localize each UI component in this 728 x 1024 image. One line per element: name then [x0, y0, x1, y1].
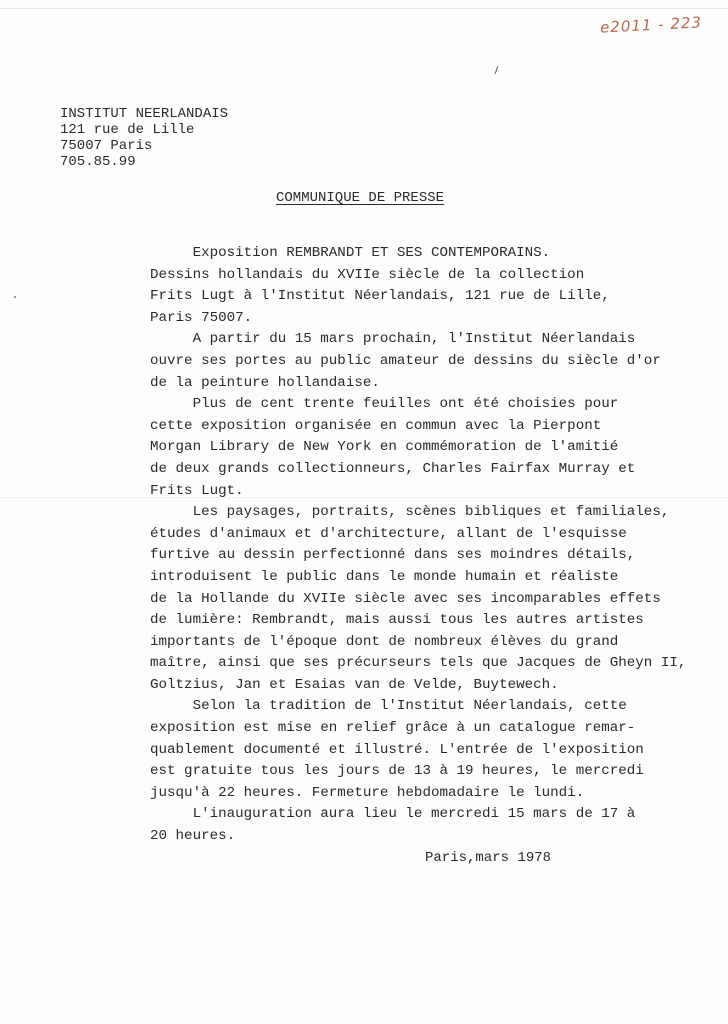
stray-pen-mark — [495, 66, 499, 74]
sender-address-block — [60, 106, 228, 170]
body-line: jusqu'à 22 heures. Fermeture hebdomadaire le lundi. — [150, 784, 585, 801]
body-line: maître, ainsi que ses précurseurs tels que Jacques de Gheyn II, — [150, 655, 687, 672]
paper-speck — [14, 296, 16, 298]
body-line: Goltzius, Jan et Esaias van de Velde, Buytewech. — [150, 676, 559, 693]
body-line: de la Hollande du XVIIe siècle avec ses incomparables effets — [150, 590, 661, 607]
archive-reference-annotation: e2011 - 223 — [599, 13, 703, 37]
body-line: A partir du 15 mars prochain, l'Institut Néerlandais — [150, 331, 636, 348]
paper-edge — [0, 8, 728, 9]
body-line: furtive au dessin perfectionné dans ses moindres détails, — [150, 547, 636, 564]
body-line: introduisent le public dans le monde humain et réaliste — [150, 568, 619, 585]
body-line: Selon la tradition de l'Institut Néerlandais, cette — [150, 698, 627, 715]
body-line: Plus de cent trente feuilles ont été choisies pour — [150, 396, 619, 413]
body-line: Paris 75007. — [150, 309, 253, 326]
body-line: Exposition REMBRANDT ET SES CONTEMPORAINS. — [150, 245, 551, 261]
body-line: études d'animaux et d'architecture, allant de l'esquisse — [150, 525, 627, 542]
body-line: Frits Lugt à l'Institut Néerlandais, 121 rue de Lille, — [150, 288, 610, 305]
body-line: quablement documenté et illustré. L'entrée de l'exposition — [150, 741, 644, 758]
sender-phone: 705.85.99 — [60, 154, 136, 170]
sender-street: 121 rue de Lille — [60, 122, 195, 138]
sender-city: 75007 Paris — [60, 138, 153, 154]
body-line: Frits Lugt. — [150, 482, 244, 499]
body-line: exposition est mise en relief grâce à un catalogue remar- — [150, 720, 636, 737]
body-line: cette exposition organisée en commun avec la Pierpont — [150, 417, 602, 434]
body-line: 20 heures. — [150, 828, 236, 845]
body-line: Les paysages, portraits, scènes bibliques et familiales, — [150, 504, 670, 521]
body-line: de lumière: Rembrandt, mais aussi tous les autres artistes — [150, 612, 644, 629]
place-date-signoff: Paris,mars 1978 — [425, 850, 552, 866]
press-release-body — [150, 243, 686, 848]
body-line: Morgan Library de New York en commémoration de l'amitié — [150, 439, 619, 456]
body-line: ouvre ses portes au public amateur de dessins du siècle d'or — [150, 352, 661, 369]
document-title: COMMUNIQUE DE PRESSE — [276, 190, 445, 206]
body-line: est gratuite tous les jours de 13 à 19 heures, le mercredi — [150, 763, 644, 780]
body-line: importants de l'époque dont de nombreux élèves du grand — [150, 633, 619, 650]
body-line: Dessins hollandais du XVIIe siècle de la collection — [150, 266, 585, 283]
sender-name: INSTITUT NEERLANDAIS — [60, 106, 229, 122]
body-line: de la peinture hollandaise. — [150, 374, 380, 391]
body-line: de deux grands collectionneurs, Charles Fairfax Murray et — [150, 460, 636, 477]
body-line: L'inauguration aura lieu le mercredi 15 mars de 17 à — [150, 806, 636, 823]
